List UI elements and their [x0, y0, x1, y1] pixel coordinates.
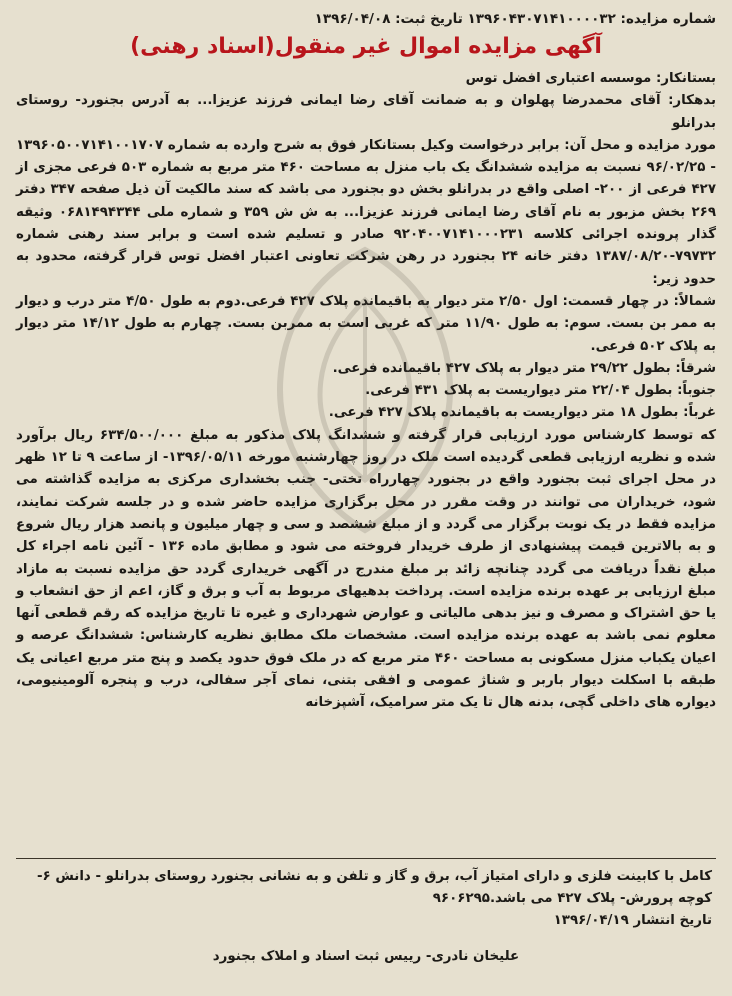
notice-footer [20, 866, 712, 968]
east-boundary: شرقاً: بطول ۲۹/۲۲ متر دیوار به پلاک ۴۲۷ باقیمانده فرعی. [332, 360, 716, 376]
property-description: مورد مزایده و محل آن: برابر درخواست وکیل بستانکار فوق به شرح وارده به شماره ۱۳۹۶۰۵۰۰۷۱۴۱۰۰۱۷۰۷ - ۹۶/۰۲/۲۵ نسبت به مزایده ششدانگ یک باب منزل به مساحت ۴۶۰ متر مربع به شماره ۵۰۳ فرعی مجزی از ۴۲۷ فرعی از ۲۰۰- اصلی واقع در بدرانلو بخش دو بجنورد می باشد که سند مالکیت آن ذیل صفحه ۳۴۷ دفتر ۲۶۹ بخش مزبور به نام آقای رضا ایمانی فرزند عزیزا... به ش ش ۳۵۹ و شماره ملی ۰۶۸۱۴۹۴۳۴۴ وثیقه گذار پرونده اجرائی کلاسه ۹۲۰۴۰۰۷۱۴۱۰۰۰۲۳۱ صادر و تسلیم شده است و برابر سند رهنی شماره ۷۹۷۳۲-۱۳۸۷/۰۸/۲۰ دفتر خانه ۲۴ بجنورد در رهن شرکت تعاونی اعتبار افضل توس قرار گرفته، محدود به حدود زیر: [16, 137, 717, 287]
notice-body [16, 68, 716, 715]
signature-line: علیخان نادری- رییس ثبت اسناد و املاک بجنورد [212, 949, 520, 964]
publish-date: تاریخ انتشار ۱۳۹۶/۰۴/۱۹ [553, 913, 712, 928]
auction-terms: که توسط کارشناس مورد ارزیابی قرار گرفته و ششدانگ پلاک مذکور به مبلغ ۶۳۴/۵۰۰/۰۰۰ ریال برآورد شده و نظریه ارزیابی قطعی گردیده است ملک در روز چهارشنبه مورخه ۱۳۹۶/۰۵/۱۱- از ساعت ۹ تا ۱۲ ظهر در محل اجرای ثبت بجنورد واقع در بجنورد چهارراه تختی- جنب بخشداری مرکزی به مزایده گذاشته می شود، خریداران می توانند در وقت مقرر در محل برگزاری مزایده حاضر شده و در جلسه شرکت نمایند، مزایده فقط در یک نوبت برگزار می گردد و از مبلغ ششصد و سی و چهار میلیون و پانصد هزار ریال شروع و به بالاترین قیمت پیشنهادی از طرف خریدار فروخته می شود و مطابق ماده ۱۳۶ - آئین نامه اجراء کل مبلغ نقداً دریافت می گردد چنانچه زائد بر مبلغ مندرج در آگهی خریداری گردد حق مزایده نسبت به مازاد مبلغ ارزیابی بر عهده برنده مزایده است. پرداخت بدهیهای مربوط به آب و برق و گاز، اعم از حق انشعاب و یا حق اشتراک و مصرف و نیز بدهی مالیاتی و عوارض شهرداری و غیره تا تاریخ مزایده که رقم قطعی آنها معلوم نمی باشد به عهده برنده مزایده است. مشخصات ملک مطابق نظریه کارشناس: ششدانگ عرصه و اعیان یکباب منزل مسکونی به مساحت ۴۶۰ متر مربع که در ملک فوق حدود یکصد و پنج متر مربع اعیانی یک طبقه با اسکلت دیوار باربر و شناژ عمومی و افقی بتنی، نمای آجر سفالی، درب و پنجره آلومینیومی، دیواره های داخلی گچی، بدنه هال تا یک متر سرامیک، آشپزخانه [16, 427, 716, 711]
footer-continuation: کامل با کابینت فلزی و دارای امتیاز آب، برق و گاز و تلفن و به نشانی بجنورد روستای بدرانلو - دانش ۶-کوچه پرورش- پلاک ۴۲۷ می باشد.۹۶۰۶۲۹۵ [36, 869, 712, 906]
notice-title: آگهی مزایده اموال غیر منقول(اسناد رهنی) [130, 34, 602, 59]
south-boundary: جنوباً: بطول ۲۲/۰۴ متر دیواریست به پلاک ۴۳۱ فرعی. [365, 383, 716, 399]
north-boundary: شمالاً: در چهار قسمت: اول ۲/۵۰ متر دیوار به باقیمانده پلاک ۴۲۷ فرعی.دوم به طول ۴/۵۰ متر درب و دیوار به ممر بن بست. سوم: به طول ۱۱/۹۰ متر که غربی است به ممربن بست. چهارم به طول ۱۴/۱۲ متر دیوار به پلاک ۵۰۲ فرعی. [16, 293, 716, 354]
section-divider [16, 858, 716, 859]
west-boundary: غرباً: بطول ۱۸ متر دیواریست به باقیمانده پلاک ۴۲۷ فرعی. [328, 405, 716, 421]
creditor-line: بستانکار: موسسه اعتباری افضل توس [465, 71, 716, 86]
debtor-line: بدهکار: آقای محمدرضا پهلوان و به ضمانت آقای رضا ایمانی فرزند عزیزا... به آدرس بجنورد- روستای بدرانلو [16, 93, 716, 131]
auction-number-line: شماره مزایده: ۱۳۹۶۰۴۳۰۷۱۴۱۰۰۰۰۳۲ تاریخ ثبت: ۱۳۹۶/۰۴/۰۸ [314, 11, 716, 27]
